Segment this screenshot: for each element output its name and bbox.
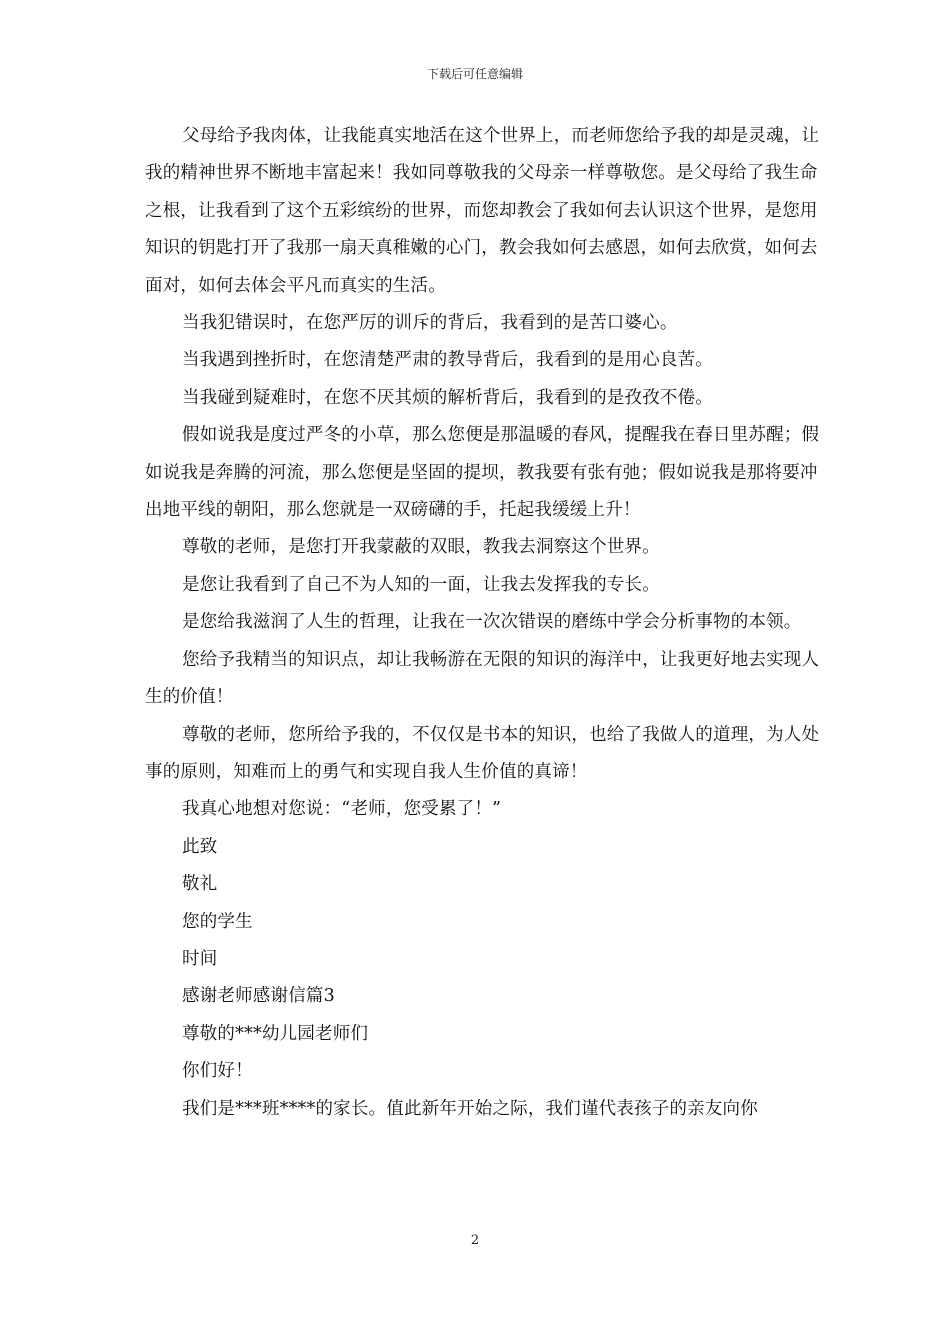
- paragraph: 是您给我滋润了人生的哲理，让我在一次次错误的磨练中学会分析事物的本领。: [182, 612, 802, 633]
- salutation: 尊敬的***幼儿园老师们: [182, 1023, 369, 1044]
- page-number: 2: [470, 1233, 480, 1248]
- paragraph: 尊敬的老师，是您打开我蒙蔽的双眼，教我去洞察这个世界。: [182, 537, 660, 558]
- paragraph: 尊敬的老师，您所给予我的，不仅仅是书本的知识，也给了我做人的道理，为人处事的原则，知难而上的勇气和实现自我人生价值的真谛！: [145, 724, 820, 782]
- paragraph: 假如说我是度过严冬的小草，那么您便是那温暖的春风，提醒我在春日里苏醒；假如说我是奔腾的河流，那么您便是坚固的提坝，教我要有张有弛；假如说我是那将要冲出地平线的朝阳，那么您就是一双磅礴的手，托起我缓缓上升！: [145, 425, 820, 521]
- paragraph: 您给予我精当的知识点，却让我畅游在无限的知识的海洋中，让我更好地去实现人生的价值！: [145, 649, 820, 708]
- date-line: 时间: [182, 948, 218, 969]
- greeting: 你们好！: [182, 1061, 253, 1082]
- page-header: 下载后可任意编辑: [426, 67, 523, 81]
- document-body: [145, 118, 825, 1128]
- closing-line: 敬礼: [182, 874, 218, 895]
- paragraph: 我们是***班****的家长。值此新年开始之际，我们谨代表孩子的亲友向你: [182, 1098, 758, 1119]
- paragraph: 当我遇到挫折时，在您清楚严肃的教导背后，我看到的是用心良苦。: [182, 350, 713, 371]
- signature-line: 您的学生: [182, 911, 253, 932]
- paragraph: 我真心地想对您说：“老师，您受累了！”: [182, 799, 502, 820]
- section-title: 感谢老师感谢信篇3: [182, 986, 335, 1007]
- paragraph: 父母给予我肉体，让我能真实地活在这个世界上，而老师您给予我的却是灵魂，让我的精神世界不断地丰富起来！我如同尊敬我的父母亲一样尊敬您。是父母给了我生命之根，让我看到了这个五彩缤纷的世界，而您却教会了我如何去认识这个世界，是您用知识的钥匙打开了我那一扇天真稚嫩的心门，教会我如何去感恩，如何去欣赏，如何去面对，如何去体会平凡而真实的生活。: [145, 126, 820, 296]
- paragraph: 当我碰到疑难时，在您不厌其烦的解析背后，我看到的是孜孜不倦。: [182, 387, 713, 408]
- paragraph: 当我犯错误时，在您严厉的训斥的背后，我看到的是苦口婆心。: [182, 313, 678, 334]
- closing-line: 此致: [182, 836, 218, 857]
- paragraph: 是您让我看到了自己不为人知的一面，让我去发挥我的专长。: [182, 574, 660, 595]
